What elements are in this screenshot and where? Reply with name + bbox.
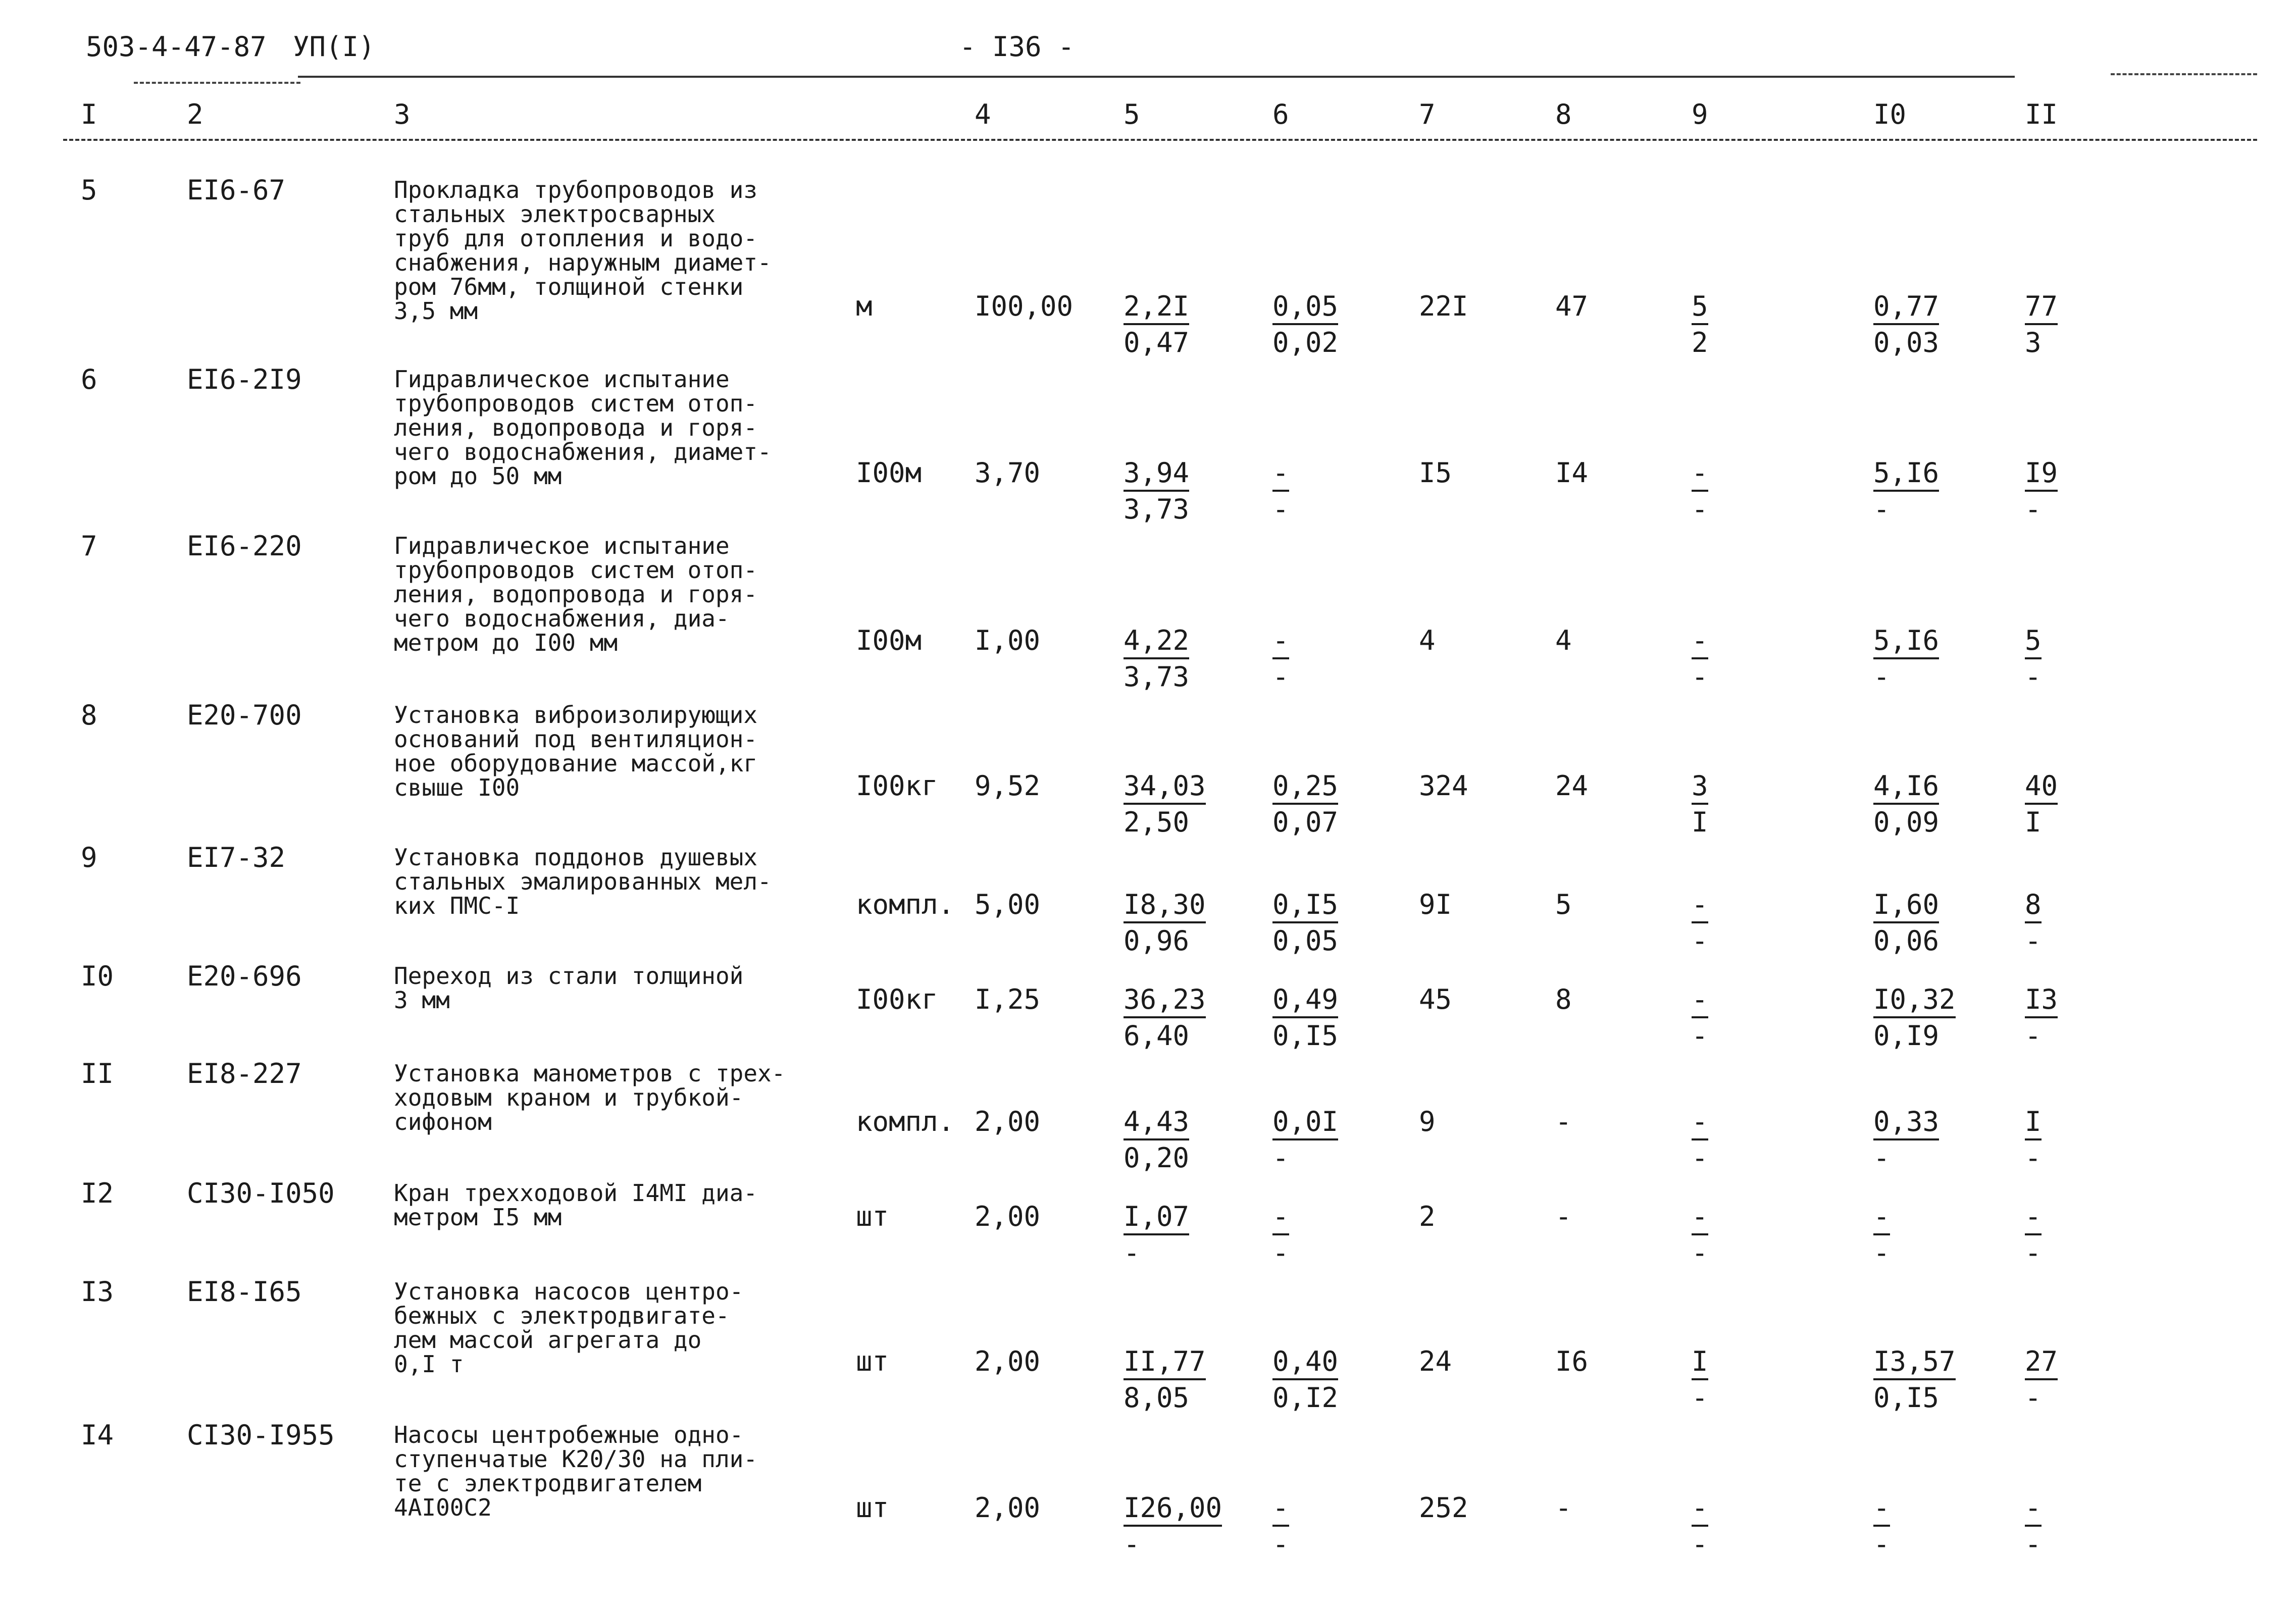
row-number: I2	[81, 1177, 114, 1209]
value-col9-numerator: -	[1692, 1494, 1708, 1527]
value-col9-denominator: -	[1692, 1382, 1708, 1414]
unit-cost-col5-numerator: II,77	[1124, 1348, 1206, 1380]
column-number: 6	[1272, 98, 1289, 130]
row-number: 6	[81, 363, 97, 395]
value-col9-numerator: -	[1692, 627, 1708, 659]
rate-code: EI8-I65	[187, 1276, 302, 1308]
value-col10	[1873, 1494, 1890, 1558]
unit-cost-col6-denominator: -	[1272, 661, 1289, 693]
value-col11	[2025, 772, 2058, 836]
unit-cost-col6-denominator: 0,I2	[1272, 1382, 1339, 1414]
unit-cost-col6	[1272, 1345, 1339, 1414]
rate-code: CI30-I955	[187, 1419, 335, 1451]
rate-code: E20-696	[187, 960, 302, 992]
unit-cost-col6-denominator: -	[1272, 493, 1289, 525]
unit-cost-col5-denominator: 0,47	[1124, 327, 1190, 358]
unit-cost-col6-numerator: -	[1272, 1494, 1289, 1527]
value-col10-numerator: 0,33	[1873, 1108, 1939, 1140]
total-col7: 252	[1419, 1492, 1468, 1524]
unit-cost-col5-numerator: 36,23	[1124, 986, 1206, 1018]
value-col10-denominator: -	[1873, 493, 1890, 525]
unit-cost-col5-numerator: I8,30	[1124, 891, 1206, 923]
value-col9-numerator: -	[1692, 891, 1708, 923]
rate-code: EI6-220	[187, 530, 302, 562]
work-description: Кран трехходовой I4МI диа- метром I5 мм	[394, 1179, 758, 1231]
value-col11-numerator: 27	[2025, 1348, 2058, 1380]
unit-cost-col5	[1124, 1203, 1189, 1267]
total-col7: 9I	[1419, 889, 1452, 920]
unit-cost-col6-numerator: 0,49	[1272, 986, 1338, 1018]
unit-cost-col5-denominator: 8,05	[1124, 1382, 1190, 1414]
value-col10-numerator: -	[1873, 1494, 1890, 1527]
value-col9-denominator: -	[1692, 493, 1708, 525]
unit-of-measure: I00кг	[856, 770, 938, 802]
unit-cost-col5-numerator: I26,00	[1124, 1494, 1222, 1527]
unit-cost-col5-denominator: 0,20	[1124, 1142, 1190, 1174]
column-number: 3	[394, 98, 411, 130]
unit-cost-col6-numerator: -	[1272, 1203, 1289, 1235]
rate-code: EI8-227	[187, 1058, 302, 1089]
unit-cost-col5	[1124, 1345, 1206, 1414]
value-col10	[1873, 1203, 1890, 1267]
document-code: 503-4-47-87	[86, 31, 267, 63]
work-description: Установка поддонов душевых стальных эмалированных мел- ких ПМС-I	[394, 844, 772, 919]
unit-cost-col5-denominator: 3,73	[1124, 493, 1190, 525]
value-col11	[2025, 1203, 2042, 1267]
value-col11-denominator: -	[2025, 1020, 2042, 1052]
rate-code: EI7-32	[187, 842, 286, 873]
value-col11-numerator: 8	[2025, 891, 2042, 923]
unit-cost-col6	[1272, 772, 1338, 836]
value-col11	[2025, 1108, 2042, 1172]
value-col10-denominator: 0,06	[1873, 925, 1940, 957]
value-col10-denominator: -	[1873, 1142, 1890, 1174]
value-col9-numerator: -	[1692, 1203, 1708, 1235]
value-col11	[2025, 983, 2058, 1052]
value-col11-denominator: I	[2025, 806, 2042, 838]
page-number: - I36 -	[959, 31, 1075, 63]
value-col9-numerator: 3	[1692, 772, 1708, 805]
work-description: Гидравлическое испытание трубопроводов систем отоп- ления, водопровода и горя- чего водоснабжения, диамет- ром до 50 мм	[394, 366, 772, 490]
value-col10-denominator: 0,09	[1873, 806, 1940, 838]
quantity: 2,00	[975, 1345, 1041, 1377]
value-col11	[2025, 1345, 2058, 1414]
work-description: Гидравлическое испытание трубопроводов систем отоп- ления, водопровода и горя- чего водоснабжения, диа- метром до I00 мм	[394, 532, 758, 656]
work-description: Насосы центробежные одно- ступенчатые К20/30 на пли- те с электродвигателем 4АI00С2	[394, 1421, 758, 1521]
unit-of-measure: I00м	[856, 457, 922, 489]
total-col7: 24	[1419, 1345, 1452, 1377]
value-col9-denominator: -	[1692, 1528, 1708, 1560]
total-col8: 24	[1555, 770, 1589, 802]
value-col11	[2025, 290, 2058, 358]
unit-cost-col5-denominator: -	[1124, 1528, 1140, 1560]
quantity: I00,00	[975, 290, 1074, 322]
unit-of-measure: шт	[856, 1492, 889, 1524]
value-col10	[1873, 1108, 1939, 1172]
value-col9	[1692, 891, 1708, 955]
total-col8: -	[1555, 1492, 1572, 1524]
value-col9-denominator: I	[1692, 806, 1708, 838]
total-col8: -	[1555, 1106, 1572, 1137]
total-col8: I6	[1555, 1345, 1589, 1377]
total-col8: I4	[1555, 457, 1589, 489]
value-col11-denominator: -	[2025, 493, 2042, 525]
quantity: 2,00	[975, 1201, 1041, 1232]
work-description: Установка насосов центро- бежных с электродвигате- лем массой агрегата до 0,I т	[394, 1278, 744, 1378]
value-col11-denominator: -	[2025, 1382, 2042, 1414]
work-description: Переход из стали толщиной 3 мм	[394, 962, 744, 1014]
value-col11-numerator: -	[2025, 1494, 2042, 1527]
value-col10-denominator: 0,03	[1873, 327, 1940, 358]
unit-cost-col5-denominator: 2,50	[1124, 806, 1190, 838]
total-col7: 2	[1419, 1201, 1436, 1232]
value-col10	[1873, 1345, 1956, 1414]
value-col10	[1873, 290, 1940, 358]
unit-cost-col6-numerator: 0,25	[1272, 772, 1338, 805]
quantity: 9,52	[975, 770, 1041, 802]
unit-of-measure: компл.	[856, 889, 955, 920]
unit-cost-col6-numerator: 0,05	[1272, 293, 1338, 325]
value-col10-numerator: -	[1873, 1203, 1890, 1235]
value-col9	[1692, 290, 1708, 358]
unit-of-measure: шт	[856, 1201, 889, 1232]
quantity: 5,00	[975, 889, 1041, 920]
row-number: 7	[81, 530, 97, 562]
total-col8: 5	[1555, 889, 1572, 920]
value-col9	[1692, 983, 1708, 1052]
value-col9	[1692, 459, 1708, 523]
row-number: 8	[81, 699, 97, 731]
value-col9-denominator: -	[1692, 1142, 1708, 1174]
value-col9-numerator: -	[1692, 986, 1708, 1018]
column-number: 5	[1124, 98, 1140, 130]
unit-cost-col5-denominator: 0,96	[1124, 925, 1190, 957]
value-col11-denominator: -	[2025, 1142, 2042, 1174]
value-col11-numerator: 40	[2025, 772, 2058, 805]
total-col7: 4	[1419, 625, 1436, 656]
unit-cost-col6-numerator: -	[1272, 459, 1289, 492]
value-col11-denominator: -	[2025, 1237, 2042, 1269]
unit-cost-col5	[1124, 459, 1189, 523]
total-col7: I5	[1419, 457, 1452, 489]
total-col7: 45	[1419, 983, 1452, 1015]
unit-cost-col5	[1124, 290, 1190, 358]
unit-of-measure: компл.	[856, 1106, 955, 1137]
unit-cost-col6-numerator: -	[1272, 627, 1289, 659]
unit-cost-col5-denominator: 6,40	[1124, 1020, 1190, 1052]
unit-of-measure: шт	[856, 1345, 889, 1377]
value-col10-numerator: 0,77	[1873, 293, 1939, 325]
section-code: УП(I)	[293, 31, 375, 63]
value-col11	[2025, 1494, 2042, 1558]
unit-cost-col5-numerator: 2,2I	[1124, 293, 1189, 325]
value-col11-numerator: I	[2025, 1108, 2042, 1140]
column-header-rule	[63, 139, 2257, 141]
unit-cost-col5	[1124, 627, 1189, 691]
unit-cost-col6-numerator: 0,40	[1272, 1348, 1338, 1380]
unit-cost-col6	[1272, 1203, 1289, 1267]
header-rule-dashed-left	[134, 82, 300, 84]
unit-cost-col6	[1272, 627, 1289, 691]
value-col10-numerator: I0,32	[1873, 986, 1956, 1018]
total-col7: 9	[1419, 1106, 1436, 1137]
rate-code: CI30-I050	[187, 1177, 335, 1209]
total-col8: 47	[1555, 290, 1589, 322]
unit-cost-col6-denominator: -	[1272, 1237, 1289, 1269]
unit-cost-col5-numerator: 4,22	[1124, 627, 1189, 659]
value-col11-numerator: 5	[2025, 627, 2042, 659]
value-col11-denominator: -	[2025, 925, 2042, 957]
value-col10-numerator: I3,57	[1873, 1348, 1956, 1380]
work-description: Установка виброизолирующих оснований под вентиляцион- ное оборудование массой,кг свыше I00	[394, 701, 758, 801]
unit-of-measure: I00м	[856, 625, 922, 656]
unit-cost-col5-numerator: 34,03	[1124, 772, 1206, 805]
value-col10-denominator: -	[1873, 1528, 1890, 1560]
value-col10	[1873, 459, 1939, 523]
value-col11-denominator: -	[2025, 661, 2042, 693]
quantity: 3,70	[975, 457, 1041, 489]
column-number: II	[2025, 98, 2058, 130]
unit-cost-col6-numerator: 0,I5	[1272, 891, 1338, 923]
value-col10	[1873, 627, 1939, 691]
value-col9-numerator: -	[1692, 459, 1708, 492]
value-col11	[2025, 891, 2042, 955]
total-col8: 4	[1555, 625, 1572, 656]
rate-code: EI6-2I9	[187, 363, 302, 395]
unit-cost-col5-denominator: -	[1124, 1237, 1140, 1269]
row-number: I3	[81, 1276, 114, 1308]
quantity: I,00	[975, 625, 1041, 656]
value-col11-numerator: -	[2025, 1203, 2042, 1235]
value-col10-denominator: -	[1873, 1237, 1890, 1269]
value-col9	[1692, 1345, 1708, 1414]
value-col10-denominator: -	[1873, 661, 1890, 693]
value-col10	[1873, 983, 1956, 1052]
unit-cost-col6	[1272, 1494, 1289, 1558]
unit-cost-col5	[1124, 1108, 1189, 1172]
unit-cost-col6-denominator: 0,I5	[1272, 1020, 1339, 1052]
column-number: 7	[1419, 98, 1436, 130]
column-number: 4	[975, 98, 991, 130]
header-rule	[298, 76, 2015, 78]
row-number: 9	[81, 842, 97, 873]
unit-cost-col5	[1124, 772, 1206, 836]
value-col10-numerator: 5,I6	[1873, 459, 1939, 492]
rate-code: E20-700	[187, 699, 302, 731]
value-col11-numerator: I9	[2025, 459, 2058, 492]
unit-cost-col6-denominator: -	[1272, 1528, 1289, 1560]
value-col9	[1692, 627, 1708, 691]
unit-cost-col5-numerator: 3,94	[1124, 459, 1189, 492]
value-col9-denominator: 2	[1692, 327, 1708, 358]
row-number: II	[81, 1058, 114, 1089]
value-col10-numerator: I,60	[1873, 891, 1939, 923]
value-col9	[1692, 772, 1708, 836]
value-col10	[1873, 772, 1939, 836]
quantity: 2,00	[975, 1492, 1041, 1524]
total-col7: 324	[1419, 770, 1468, 802]
value-col10-denominator: 0,I9	[1873, 1020, 1940, 1052]
total-col8: -	[1555, 1201, 1572, 1232]
unit-cost-col5	[1124, 1494, 1222, 1558]
value-col9-denominator: -	[1692, 925, 1708, 957]
column-number: I	[81, 98, 97, 130]
value-col9-denominator: -	[1692, 661, 1708, 693]
unit-cost-col6-denominator: 0,02	[1272, 327, 1339, 358]
total-col8: 8	[1555, 983, 1572, 1015]
value-col10	[1873, 891, 1939, 955]
rate-code: EI6-67	[187, 174, 286, 206]
unit-cost-col6-numerator: 0,0I	[1272, 1108, 1338, 1140]
row-number: 5	[81, 174, 97, 206]
quantity: 2,00	[975, 1106, 1041, 1137]
unit-cost-col5	[1124, 983, 1206, 1052]
unit-cost-col6	[1272, 983, 1339, 1052]
unit-cost-col6	[1272, 1108, 1338, 1172]
value-col11-numerator: I3	[2025, 986, 2058, 1018]
unit-cost-col5-denominator: 3,73	[1124, 661, 1190, 693]
value-col9-numerator: I	[1692, 1348, 1708, 1380]
column-number: 8	[1555, 98, 1572, 130]
column-number: 9	[1692, 98, 1708, 130]
value-col11-denominator: 3	[2025, 327, 2042, 358]
column-number: I0	[1873, 98, 1907, 130]
value-col11-denominator: -	[2025, 1528, 2042, 1560]
unit-cost-col6-denominator: 0,05	[1272, 925, 1339, 957]
value-col9-numerator: 5	[1692, 293, 1708, 325]
value-col9	[1692, 1203, 1708, 1267]
value-col9-denominator: -	[1692, 1020, 1708, 1052]
unit-cost-col6	[1272, 891, 1338, 955]
value-col11	[2025, 627, 2042, 691]
work-description: Прокладка трубопроводов из стальных электросварных труб для отопления и водо- снабжения, наружным диамет- ром 76мм, толщиной стенки 3,5 мм	[394, 176, 772, 325]
work-description: Установка манометров с трех- ходовым краном и трубкой- сифоном	[394, 1060, 786, 1135]
value-col9	[1692, 1494, 1708, 1558]
unit-cost-col6-denominator: 0,07	[1272, 806, 1339, 838]
value-col11-numerator: 77	[2025, 293, 2058, 325]
value-col9-numerator: -	[1692, 1108, 1708, 1140]
unit-of-measure: I00кг	[856, 983, 938, 1015]
unit-cost-col5-numerator: I,07	[1124, 1203, 1189, 1235]
row-number: I4	[81, 1419, 114, 1451]
value-col10-numerator: 4,I6	[1873, 772, 1939, 805]
unit-cost-col6-denominator: -	[1272, 1142, 1289, 1174]
value-col10-denominator: 0,I5	[1873, 1382, 1940, 1414]
unit-of-measure: м	[856, 290, 873, 322]
column-number: 2	[187, 98, 203, 130]
header-rule-dashed-right	[2111, 73, 2257, 75]
unit-cost-col6	[1272, 290, 1339, 358]
unit-cost-col6	[1272, 459, 1289, 523]
unit-cost-col5-numerator: 4,43	[1124, 1108, 1189, 1140]
row-number: I0	[81, 960, 114, 992]
total-col7: 22I	[1419, 290, 1468, 322]
value-col9-denominator: -	[1692, 1237, 1708, 1269]
value-col10-numerator: 5,I6	[1873, 627, 1939, 659]
value-col11	[2025, 459, 2058, 523]
value-col9	[1692, 1108, 1708, 1172]
quantity: I,25	[975, 983, 1041, 1015]
unit-cost-col5	[1124, 891, 1206, 955]
